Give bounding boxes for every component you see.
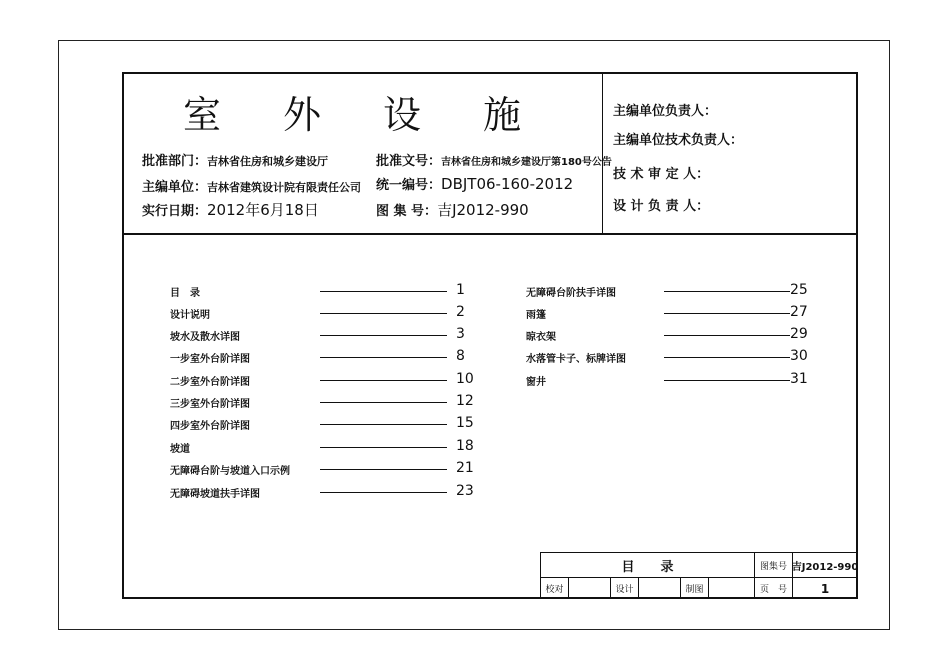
toc-label: 晾衣架 [526,332,556,343]
leader-line [320,447,447,448]
toc-page: 30 [790,348,808,364]
toc-page: 2 [456,304,465,320]
meta-value: DBJT06-160-2012 [441,175,574,193]
toc-row[interactable] [170,414,480,434]
page-label: 页 号 [754,577,792,599]
meta-value: 吉林省建筑设计院有限责任公司 [207,181,362,194]
approval-document-no [376,150,612,169]
toc-row[interactable] [170,482,480,502]
toc-row[interactable] [526,325,816,345]
atlas-number-label: 图集号 [754,552,792,577]
responsible-technical: 主编单位技术负责人： [613,133,744,148]
leader-line [320,357,447,358]
leader-line [320,402,447,403]
leader-line [320,335,447,336]
title-char: 室 [183,93,222,137]
title-char: 设 [383,93,422,137]
meta-value: 吉林省住房和城乡建设厅第180号公告 [441,157,612,168]
toc-page: 15 [456,415,474,431]
check-label: 校对 [540,577,568,599]
chief-editor-unit [142,176,361,195]
toc-row[interactable] [526,347,816,367]
meta-label: 主编单位： [142,180,208,195]
header-divider [122,233,858,235]
toc-page: 29 [790,326,808,342]
toc-row[interactable] [170,303,480,323]
leader-line [664,357,790,358]
title-char: 外 [283,93,322,137]
leader-line [664,380,790,381]
toc-row[interactable] [170,347,480,367]
responsible-chief-unit: 主编单位负责人： [613,104,718,119]
toc-label: 三步室外台阶详图 [170,399,250,410]
draw-label: 制图 [680,577,708,599]
page-value: 1 [792,577,858,599]
leader-line [320,424,447,425]
toc-row[interactable] [170,437,480,457]
toc-page: 18 [456,438,474,454]
toc-label: 目 录 [170,288,200,299]
unified-number [376,174,573,193]
responsible-reviewer: 技 术 审 定 人： [613,167,710,182]
toc-row[interactable] [526,303,816,323]
toc-page: 10 [456,371,474,387]
toc-label: 无障碍坡道扶手详图 [170,489,260,500]
toc-row[interactable] [526,281,816,301]
atlas-number-value: 吉J2012-990 [792,552,858,577]
toc-label: 雨篷 [526,310,546,321]
leader-line [320,469,447,470]
toc-page: 27 [790,304,808,320]
meta-value: 吉林省住房和城乡建设厅 [207,155,329,168]
draw-signature [708,577,754,599]
leader-line [664,291,790,292]
design-label: 设计 [610,577,638,599]
leader-line [320,313,447,314]
leader-line [664,335,790,336]
toc-row[interactable] [170,370,480,390]
meta-label: 实行日期： [142,204,208,219]
atlas-number [376,199,529,220]
toc-row[interactable] [170,459,480,479]
toc-row[interactable] [170,392,480,412]
toc-page: 25 [790,282,808,298]
toc-page: 1 [456,282,465,298]
toc-label: 窗井 [526,377,546,388]
check-signature [568,577,610,599]
meta-label: 图 集 号： [376,204,438,219]
toc-row[interactable] [170,325,480,345]
meta-value: 2012年6月18日 [207,201,319,219]
toc-page: 12 [456,393,474,409]
meta-label: 批准文号： [376,154,442,169]
title-block-name: 目 录 [540,552,754,577]
toc-label: 四步室外台阶详图 [170,421,250,432]
leader-line [320,291,447,292]
approval-department [142,150,328,169]
toc-page: 8 [456,348,465,364]
meta-label: 统一编号： [376,178,442,193]
toc-page: 31 [790,371,808,387]
toc-page: 21 [456,460,474,476]
toc-row[interactable] [526,370,816,390]
design-signature [638,577,680,599]
toc-label: 一步室外台阶详图 [170,354,250,365]
toc-row[interactable] [170,281,480,301]
effective-date [142,199,319,220]
toc-label: 水落管卡子、标牌详图 [526,354,626,365]
toc-label: 设计说明 [170,310,210,321]
leader-line [664,313,790,314]
toc-label: 坡水及散水详图 [170,332,240,343]
title-char: 施 [483,93,522,137]
toc-label: 坡道 [170,444,190,455]
meta-label: 批准部门： [142,154,208,169]
toc-label: 二步室外台阶详图 [170,377,250,388]
toc-label: 无障碍台阶与坡道入口示例 [170,466,290,477]
meta-value: 吉J2012-990 [437,201,529,219]
toc-page: 23 [456,483,474,499]
leader-line [320,380,447,381]
title-block [540,552,858,599]
leader-line [320,492,447,493]
toc-page: 3 [456,326,465,342]
toc-label: 无障碍台阶扶手详图 [526,288,616,299]
responsible-designer: 设 计 负 责 人： [613,199,710,214]
